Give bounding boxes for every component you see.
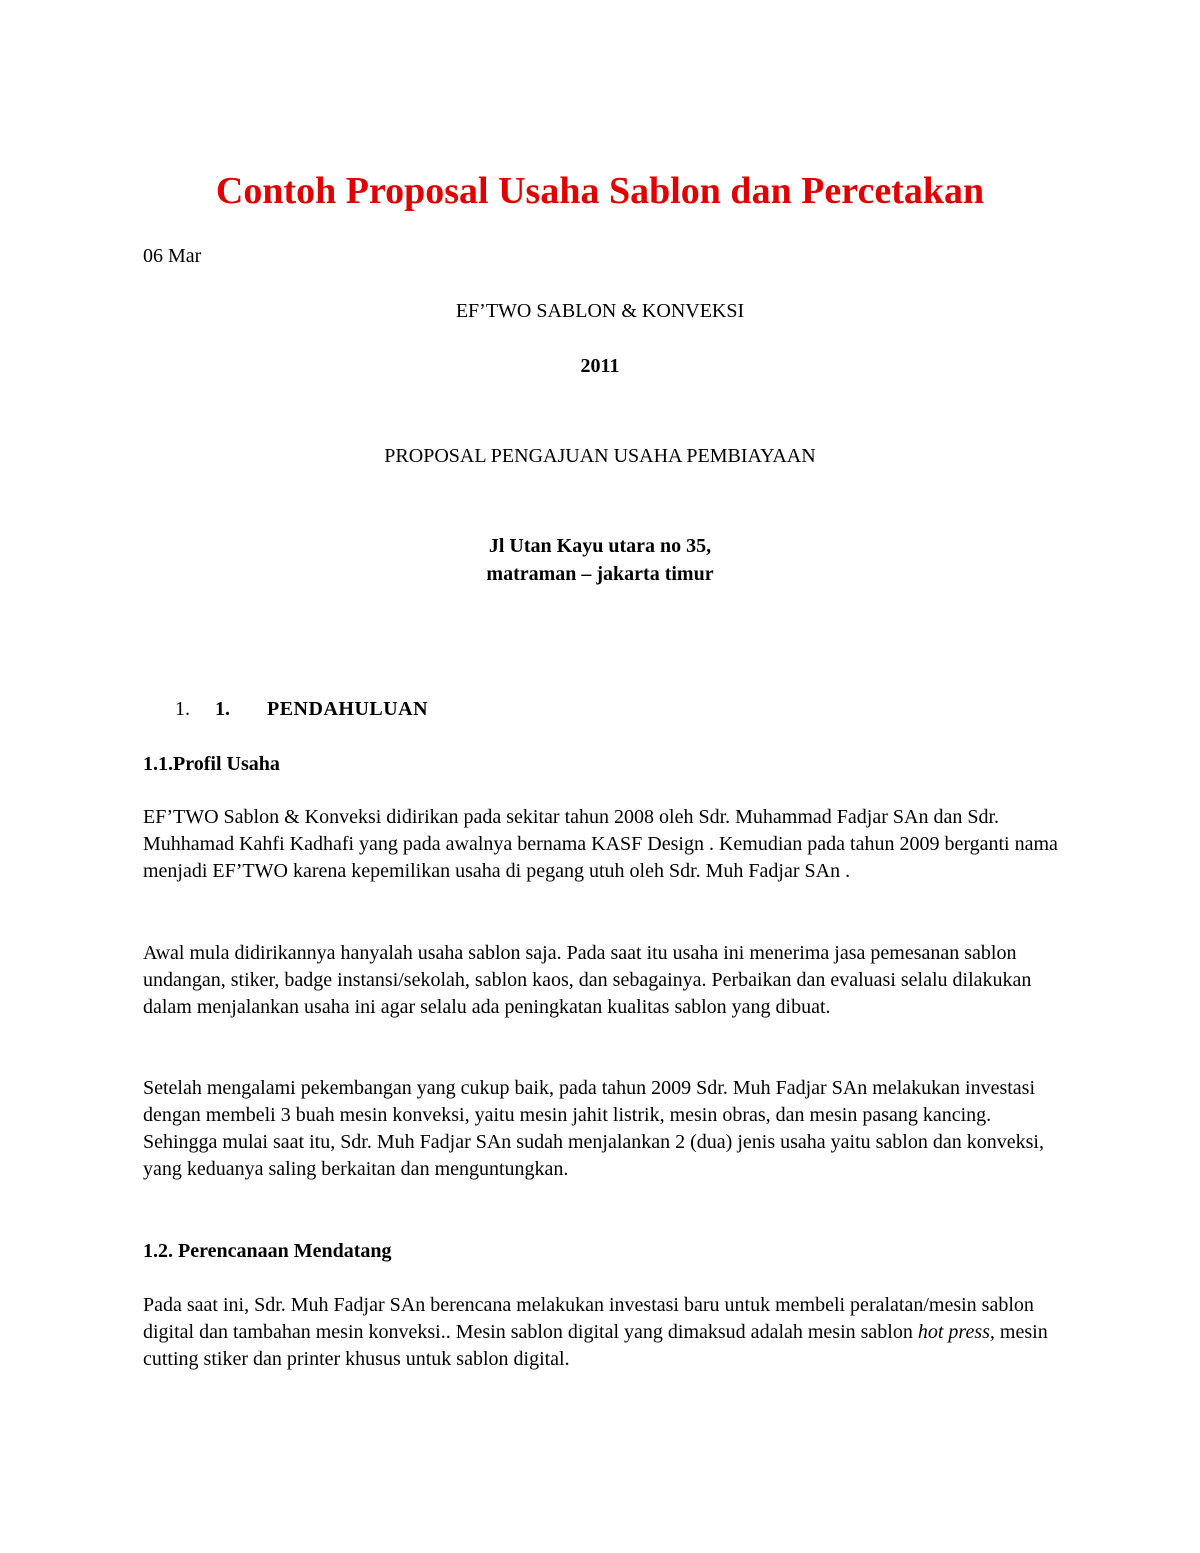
paragraph-perencanaan-text-2: mesin cutting stiker dan printer khusus untuk sablon digital. [143,1321,1048,1370]
address-line-1: Jl Utan Kayu utara no 35, [488,535,712,557]
document-date: 06 Mar [143,245,202,267]
proposal-title: PROPOSAL PENGAJUAN USAHA PEMBIAYAAN [384,445,816,467]
subsection-heading-perencanaan: 1.2. Perencanaan Mendatang [143,1240,392,1262]
paragraph-profil-1: EF’TWO Sablon & Konveksi didirikan pada sekitar tahun 2008 oleh Sdr. Muhammad Fadjar SAn dan Sdr. Muhhamad Kahfi Kadhafi yang pada awalnya bernama KASF Design . Kemudian pada tahun 2009 berganti nama menjadi EF’TWO karena kepemilikan usaha di pegang utuh oleh Sdr. Muh Fadjar SAn . [143,806,1058,882]
paragraph-perencanaan-italic: hot press, [917,1321,995,1343]
list-number-inner: 1. [215,698,230,720]
company-name: EF’TWO SABLON & KONVEKSI [455,300,745,322]
section-label: PENDAHULUAN [267,698,429,720]
paragraph-profil-2: Awal mula didirikannya hanyalah usaha sablon saja. Pada saat itu usaha ini menerima jasa pemesanan sablon undangan, stiker, badge instansi/sekolah, sablon kaos, dan sebagainya. Perbaikan dan evaluasi selalu dilakukan dalam menjalankan usaha ini agar selalu ada peningkatan kualitas sablon yang dibuat. [143,942,1032,1018]
subsection-heading-profil-usaha: 1.1.Profil Usaha [143,753,280,775]
paragraph-perencanaan [143,1292,1063,1373]
section-heading-pendahuluan [175,695,428,723]
proposal-year: 2011 [580,355,620,377]
address-line-2: matraman – jakarta timur [486,563,714,585]
document-title: Contoh Proposal Usaha Sablon dan Percetakan [215,170,985,212]
list-number-outer: 1. [175,698,190,720]
paragraph-profil-3: Setelah mengalami pekembangan yang cukup baik, pada tahun 2009 Sdr. Muh Fadjar SAn melakukan investasi dengan membeli 3 buah mesin konveksi, yaitu mesin jahit listrik, mesin obras, dan mesin pasang kancing. Sehingga mulai saat itu, Sdr. Muh Fadjar SAn sudah menjalankan 2 (dua) jenis usaha yaitu sablon dan konveksi, yang keduanya saling berkaitan dan menguntungkan. [143,1077,1044,1180]
paragraph-perencanaan-text-1: Pada saat ini, Sdr. Muh Fadjar SAn berencana melakukan investasi baru untuk membeli peralatan/mesin sablon digital dan tambahan mesin konveksi.. Mesin sablon digital yang dimaksud adalah mesin sablon [143,1294,1034,1343]
